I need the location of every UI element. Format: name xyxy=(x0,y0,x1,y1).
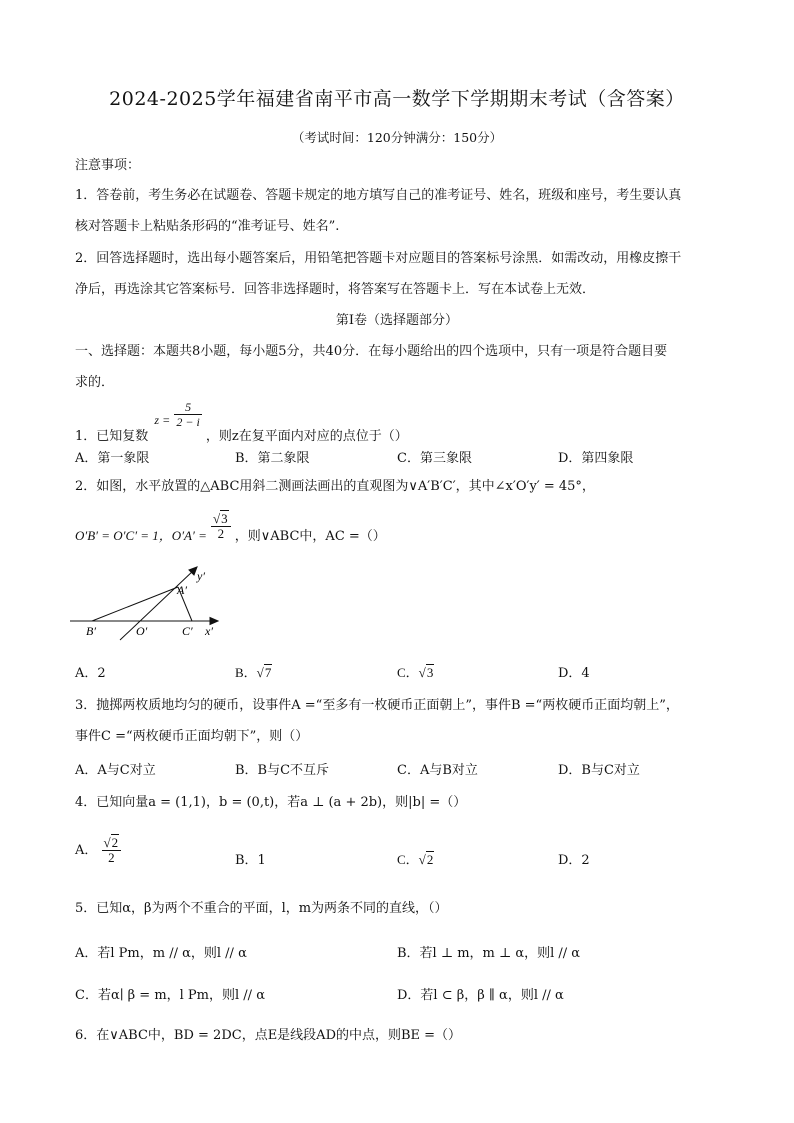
q4-option-c: C．√2 xyxy=(397,852,434,867)
question-5: 5．已知α，β为两个不重合的平面，l，m为两条不同的直线，（） xyxy=(75,901,448,916)
q4-option-b: B．1 xyxy=(235,853,266,868)
notice-heading: 注意事项： xyxy=(75,158,141,173)
exam-subtitle: （考试时间：120分钟满分：150分） xyxy=(291,130,503,145)
q4-option-a-fraction xyxy=(102,836,122,865)
q3-option-c: C．A与B对立 xyxy=(397,763,478,778)
q2-option-c: C．√3 xyxy=(397,665,434,680)
q4-option-a-radicand: 2 xyxy=(111,835,119,850)
label-b: B′ xyxy=(86,624,96,638)
question-2-conditions xyxy=(75,511,386,544)
section-heading: 一、选择题：本题共8小题，每小题5分，共40分．在每小题给出的四个选项中，只有一项是符合题目要 xyxy=(75,344,668,359)
q2-option-b-radicand: 7 xyxy=(264,665,272,680)
q1-option-b: B．第二象限 xyxy=(235,451,310,466)
q1-z-eq: z = xyxy=(154,413,171,427)
label-c: C′ xyxy=(182,624,193,638)
q2-sqrt-radicand: 3 xyxy=(221,511,228,526)
q1-prefix: 1．已知复数 xyxy=(75,429,149,444)
question-2: 2．如图，水平放置的△ABC用斜二测画法画出的直观图为∨A′B′C′，其中∠x′O′y′ = 45°， xyxy=(75,479,595,494)
q2-option-b-prefix: B． xyxy=(235,665,257,680)
q2-option-b: B．√7 xyxy=(235,665,272,680)
label-o: O′ xyxy=(136,624,148,638)
q2-option-d: D．4 xyxy=(558,666,590,681)
q2-numerator: √3 xyxy=(211,512,231,527)
q4-option-a-numerator: √2 xyxy=(102,836,122,851)
q3-option-d: D．B与C对立 xyxy=(558,763,640,778)
question-3: 3．抛掷两枚质地均匀的硬币，设事件A =“至多有一枚硬币正面朝上”，事件B =“两枚硬币正面均朝上”， xyxy=(75,698,679,713)
q5-option-b: B．若l ⊥ m，m ⊥ α，则l // α xyxy=(397,946,581,961)
q2-fraction xyxy=(211,512,231,541)
question-6: 6．在∨ABC中，BD = 2DC，点E是线段AD的中点，则BE =（） xyxy=(75,1028,462,1043)
q2-denominator: 2 xyxy=(217,526,225,541)
notice-item-2-cont: 净后，再选涂其它答案标号．回答非选择题时，将答案写在答题卡上．写在本试卷上无效． xyxy=(75,282,596,297)
q1-suffix: ，则z在复平面内对应的点位于（） xyxy=(205,429,408,444)
q4-option-a-denominator: 2 xyxy=(108,850,115,865)
part-title: 第Ⅰ卷（选择题部分） xyxy=(335,313,459,328)
segment-b-a xyxy=(92,587,178,621)
q1-option-a: A．第一象限 xyxy=(75,451,150,466)
notice-item-1-cont: 核对答题卡上粘贴条形码的“准考证号、姓名”. xyxy=(75,219,340,234)
q1-option-d: D．第四象限 xyxy=(558,451,634,466)
q1-option-c: C．第三象限 xyxy=(397,451,472,466)
q4-option-d: D．2 xyxy=(558,853,590,868)
q2-figure xyxy=(70,560,230,644)
q3-option-a: A．A与C对立 xyxy=(75,763,156,778)
question-3-cont: 事件C =“两枚硬币正面均朝下”，则（） xyxy=(75,729,309,744)
q5-option-c: C．若α∣ β = m，l Pm，则l // α xyxy=(75,988,265,1003)
label-a: A′ xyxy=(177,583,187,597)
q2-cond-a: O′B′ = O′C′ = 1，O′A′ = xyxy=(75,528,207,543)
q5-option-d: D．若l ⊂ β，β ∥ α，则l // α xyxy=(397,988,564,1003)
q1-fraction xyxy=(174,400,201,429)
q4-option-a xyxy=(75,836,121,865)
q2-option-a: A．2 xyxy=(75,666,106,681)
q4-option-a-prefix: A． xyxy=(75,843,98,858)
q2-option-c-prefix: C． xyxy=(397,665,419,680)
q4-option-c-radicand: 2 xyxy=(426,852,434,867)
q1-denominator: 2 − i xyxy=(176,415,200,429)
q2-option-c-radicand: 3 xyxy=(426,665,434,680)
page-title: 2024-2025学年福建省南平市高一数学下学期期末考试（含答案） xyxy=(109,88,685,110)
q4-option-c-prefix: C． xyxy=(397,852,419,867)
notice-item-1: 1．答卷前，考生务必在试题卷、答题卡规定的地方填写自己的准考证号、姓名，班级和座号，考生要认真 xyxy=(75,188,682,203)
question-4: 4．已知向量a = (1,1)，b = (0,t)，若a ⊥ (a + 2b)，则|b| =（） xyxy=(75,795,467,810)
q3-option-b: B．B与C不互斥 xyxy=(235,763,330,778)
notice-item-2: 2．回答选择题时，选出每小题答案后，用铅笔把答题卡对应题目的答案标号涂黑．如需改动，用橡皮擦干 xyxy=(75,251,682,266)
section-heading-cont: 求的． xyxy=(75,375,115,390)
q1-numerator: 5 xyxy=(174,400,201,415)
label-y: y′ xyxy=(197,569,205,583)
question-1 xyxy=(75,400,408,444)
q5-option-a: A．若l Pm，m // α，则l // α xyxy=(75,946,247,961)
q2-cond-b: ，则∨ABC中，AC =（） xyxy=(234,529,386,544)
label-x: x′ xyxy=(205,624,213,638)
